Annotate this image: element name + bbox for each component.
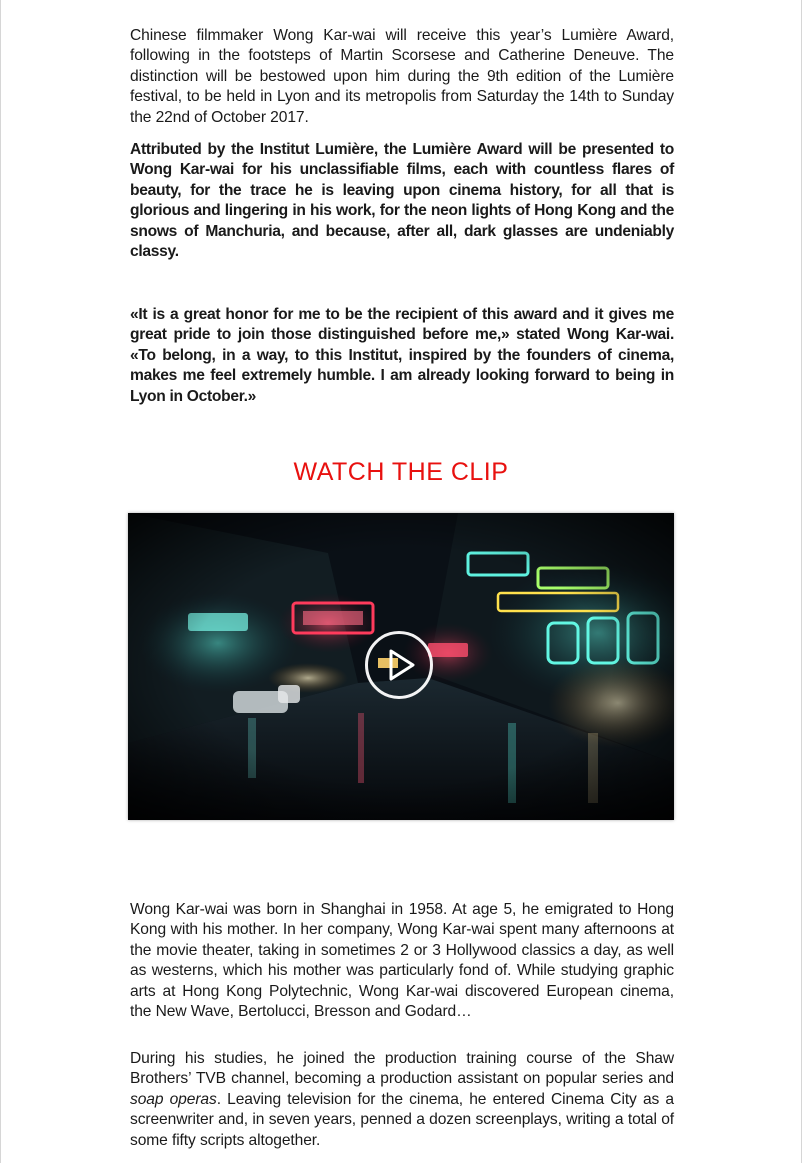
- play-button[interactable]: [365, 631, 433, 699]
- intro-paragraph: Chinese filmmaker Wong Kar-wai will receive this year’s Lumière Award, following in the footsteps of Martin Scorsese and Catherine Deneuve. The distinction will be bestowed upon him during the 9th edition of the Lumière festival, to be held in Lyon and its metropolis from Saturday the 14th to Sunday the 22nd of October 2017.: [130, 27, 674, 126]
- video-player[interactable]: [128, 513, 674, 820]
- attribution-paragraph: Attributed by the Institut Lumière, the Lumière Award will be presented to Wong Kar-wai for his unclassifiable films, each with countless flares of beauty, for the trace he is leaving upon cinema history, for all that is glorious and lingering in his work, for the neon lights of Hong Kong and the snows of Manchuria, and because, after all, dark glasses are undeniably classy.: [130, 141, 674, 261]
- play-circle-icon: [388, 649, 416, 681]
- career-text-emphasis: soap operas: [130, 1090, 217, 1108]
- biography-early-life: Wong Kar-wai was born in Shanghai in 1958. At age 5, he emigrated to Hong Kong with his mother. In her company, Wong Kar-wai spent many afternoons at the movie theater, taking in sometimes 2 or 3 Hollywood classics a day, as well as westerns, which his mother was particularly fond of. While studying graphic arts at Hong Kong Polytechnic, Wong Kar-wai discovered European cinema, the New Wave, Bertolucci, Bresson and Godard…: [130, 901, 674, 1021]
- watch-clip-heading: WATCH THE CLIP: [293, 458, 509, 486]
- biography-career: [130, 1049, 674, 1151]
- career-text-after: . Leaving television for the cinema, he entered Cinema City as a screenwriter and, in seven years, penned a dozen screenplays, writing a total of some fifty scripts altogether.: [130, 1090, 674, 1149]
- quote-paragraph: «It is a great honor for me to be the recipient of this award and it gives me great pride to join those distinguished before me,» stated Wong Kar-wai. «To belong, in a way, to this Institut, inspired by the founders of cinema, makes me feel extremely humble. I am already looking forward to being in Lyon in October.»: [130, 306, 674, 405]
- career-text-before: During his studies, he joined the production training course of the Shaw Brothers’ TVB channel, becoming a production assistant on popular series and: [130, 1050, 674, 1088]
